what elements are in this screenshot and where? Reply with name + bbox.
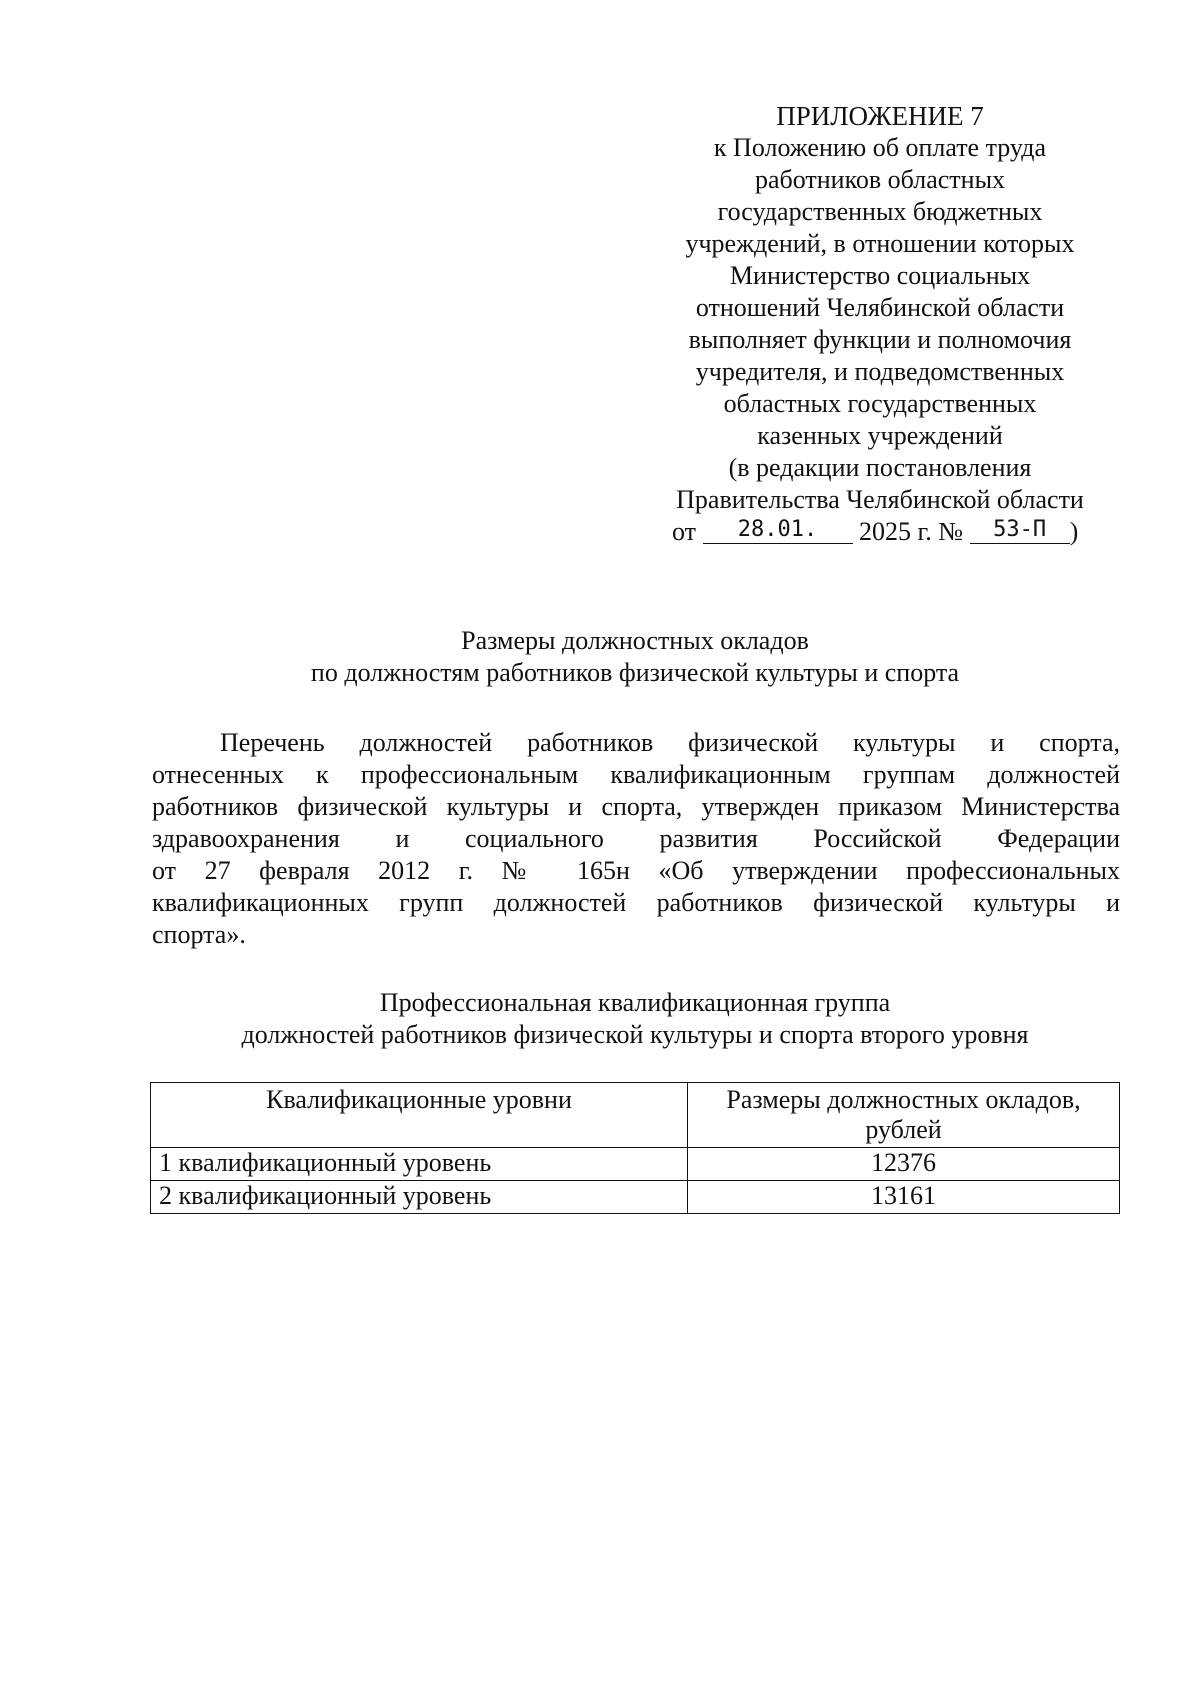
appendix-line: к Положению об оплате труда: [713, 133, 1047, 162]
document-title: [150, 625, 1120, 689]
header-salary: Размеры должностных окладов, рублей: [688, 1083, 1120, 1148]
group-heading-line-1: Профессиональная квалификационная группа: [379, 988, 891, 1017]
header-levels: Квалификационные уровни: [151, 1083, 688, 1148]
appendix-line: выполняет функции и полномочия: [688, 325, 1072, 354]
paragraph-line: спорта».: [152, 920, 246, 949]
amount-cell: 12376: [688, 1148, 1120, 1181]
paragraph-line: здравоохранения и социального развития Российской Федерации: [152, 824, 1120, 853]
table-header-row: [151, 1083, 1120, 1148]
resolution-date-line: [620, 516, 1140, 548]
appendix-line: Правительства Челябинской области: [676, 485, 1084, 514]
resolution-number: 53-П: [970, 517, 1070, 544]
appendix-line: (в редакции постановления: [728, 453, 1032, 482]
resolution-year: 2025 г. №: [859, 517, 964, 546]
appendix-line: работников областных: [754, 165, 1006, 194]
appendix-line: учреждений, в отношении которых: [685, 229, 1075, 258]
level-cell: 1 квалификационный уровень: [151, 1148, 688, 1181]
paragraph-line: квалификационных групп должностей работников физической культуры и: [152, 888, 1120, 917]
title-line-2: по должностям работников физической культуры и спорта: [310, 658, 960, 687]
paragraph-line: работников физической культуры и спорта, утвержден приказом Министерства: [152, 792, 1120, 821]
appendix-line: Министерство социальных: [729, 261, 1031, 290]
resolution-date: 28.01.: [703, 517, 853, 544]
appendix-header: [620, 100, 1140, 548]
group-heading: [150, 987, 1120, 1051]
appendix-line: казенных учреждений: [757, 421, 1003, 450]
paragraph-line: от 27 февраля 2012 г. № 165н «Об утверждении профессиональных: [152, 856, 1120, 885]
body-paragraph: [152, 727, 1120, 951]
group-heading-line-2: должностей работников физической культуры и спорта второго уровня: [241, 1020, 1029, 1049]
appendix-title: ПРИЛОЖЕНИЕ 7: [776, 101, 984, 131]
appendix-line: государственных бюджетных: [717, 197, 1043, 226]
table-row: [151, 1148, 1120, 1181]
paragraph-line: отнесенных к профессиональным квалификационным группам должностей: [152, 760, 1120, 789]
salary-table: [150, 1082, 1120, 1214]
amount-cell: 13161: [688, 1181, 1120, 1214]
table-row: [151, 1181, 1120, 1214]
level-cell: 2 квалификационный уровень: [151, 1181, 688, 1214]
appendix-line: учредителя, и подведомственных: [695, 357, 1065, 386]
date-prefix: от: [672, 517, 697, 546]
paragraph-line: Перечень должностей работников физической культуры и спорта,: [220, 728, 1120, 757]
appendix-line: областных государственных: [723, 389, 1037, 418]
title-line-1: Размеры должностных окладов: [461, 626, 809, 655]
appendix-line: отношений Челябинской области: [695, 293, 1065, 322]
closing-paren: ): [1069, 517, 1079, 546]
